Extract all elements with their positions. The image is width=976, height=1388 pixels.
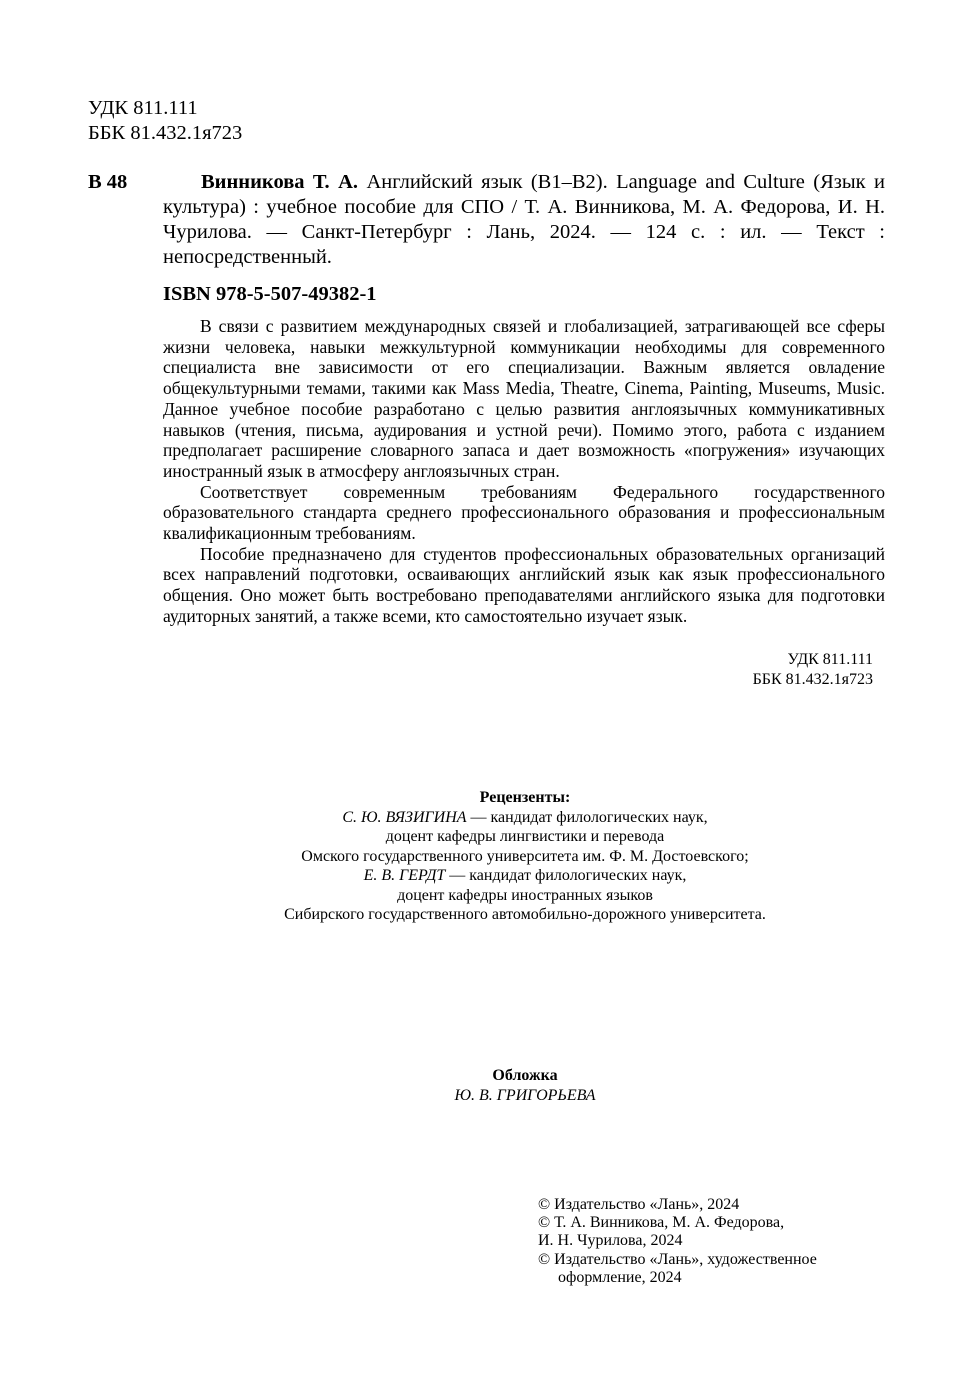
udk-code-bottom: УДК 811.111 — [787, 651, 873, 668]
abstract-paragraph-3: Пособие предназначено для студентов профессиональных образовательных организаций всех направлений подготовки, осваивающих английский язык как язык профессионального общения. Оно может быть востребовано преподавателями английского языка для подготовки аудиторных занятий, а также всеми, кто самостоятельно изучает язык. — [163, 543, 885, 626]
abstract-paragraph-2: Соответствует современным требованиям Федерального государственного образовательного стандарта среднего профессионального образования и профессиональным квалификационным требованиям. — [163, 481, 885, 544]
entry-description: Английский язык (В1–В2). Language and Culture (Язык и культура) : учебное пособие для СПО / Т. А. Винникова, М. А. Федорова, И. Н. Чурилова. — Санкт-Петербург : Лань, 2024. — 124 с. : ил. — Текст : непосредственный. — [163, 171, 885, 268]
reviewer-2-name: Е. В. ГЕРДТ — [363, 867, 446, 884]
reviewer-1-position: доцент кафедры лингвистики и перевода — [385, 828, 665, 845]
reviewer-2-position: доцент кафедры иностранных языков — [397, 886, 653, 904]
reviewers-block — [0, 788, 976, 925]
abstract-paragraph-1: В связи с развитием международных связей и глобализацией, затрагивающей все сферы жизни человека, навыки межкультурной коммуникации необходимы для современного специалиста вне зависимости от его специализации. Важным является овладение общекультурными темами, такими как Mass Media, Theatre, Cinema, Painting, Museums, Music. Данное учебное пособие разработано с целью развития англоязычных коммуникативных навыков (чтения, письма, аудирования и устной речи). Помимо этого, работа с изданием предполагает расширение словарного запаса и дает возможность «погружения» изучающих иностранный язык в атмосферу англоязычных стран. — [163, 316, 885, 481]
entry-author: Винникова Т. А. — [201, 171, 359, 193]
bbk-code-bottom: ББК 81.432.1я723 — [752, 671, 873, 688]
copyright-block — [538, 1196, 817, 1287]
reviewer-1-org: Омского государственного университета им. Ф. М. Достоевского; — [301, 847, 749, 865]
bibliographic-entry — [163, 170, 885, 270]
copyright-line-4: © Издательство «Лань», художественное — [538, 1250, 817, 1268]
udk-code: УДК 811.111 — [88, 97, 198, 119]
copyright-line-3: И. Н. Чурилова, 2024 — [538, 1232, 683, 1250]
classification-block-bottom — [700, 650, 873, 690]
reviewer-1-line — [0, 808, 976, 828]
reviewer-2-degree: — кандидат филологических наук, — [445, 867, 687, 884]
author-sign: В 48 — [88, 171, 128, 193]
reviewer-1-name: С. Ю. ВЯЗИГИНА — [342, 808, 467, 826]
cover-heading: Обложка — [492, 1067, 558, 1084]
reviewer-2-org: Сибирского государственного автомобильно-дорожного университета. — [284, 906, 766, 923]
bbk-code: ББК 81.432.1я723 — [88, 122, 243, 144]
abstract — [163, 316, 885, 627]
copyright-line-2: © Т. А. Винникова, М. А. Федорова, — [538, 1214, 785, 1232]
reviewer-2-line — [0, 866, 976, 886]
isbn: ISBN 978-5-507-49382-1 — [163, 283, 377, 305]
reviewer-1-degree: — кандидат филологических наук, — [466, 808, 708, 826]
reviewers-heading: Рецензенты: — [479, 789, 571, 806]
cover-credit — [0, 1066, 976, 1106]
cover-designer: Ю. В. ГРИГОРЬЕВА — [454, 1087, 596, 1104]
copyright-line-5: оформление, 2024 — [558, 1268, 682, 1286]
copyright-line-1: © Издательство «Лань», 2024 — [538, 1196, 740, 1213]
classification-block-top — [88, 96, 242, 146]
